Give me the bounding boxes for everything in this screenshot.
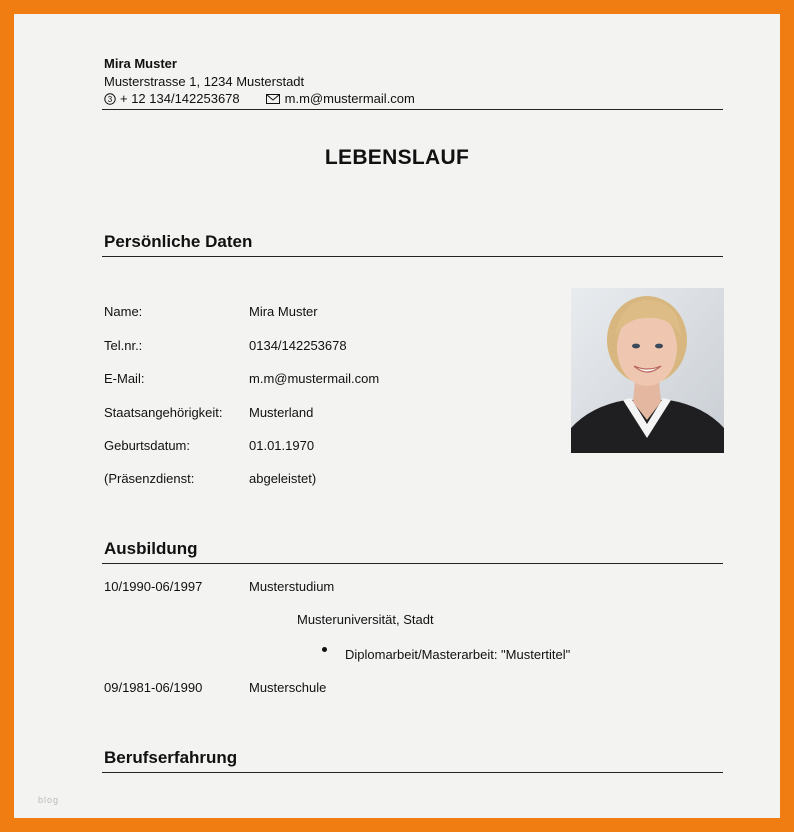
header-name: Mira Muster bbox=[104, 56, 177, 71]
header-contact bbox=[104, 91, 415, 106]
education-title: Musterschule bbox=[249, 680, 327, 695]
header-email: m.m@mustermail.com bbox=[284, 91, 415, 106]
header-phone: + 12 134/142253678 bbox=[120, 91, 240, 106]
education-institution: Musteruniversität, Stadt bbox=[297, 612, 434, 627]
label-phone: Tel.nr.: bbox=[104, 338, 143, 353]
value-name: Mira Muster bbox=[249, 304, 318, 319]
value-birthdate: 01.01.1970 bbox=[249, 438, 315, 453]
cv-page bbox=[14, 14, 780, 818]
education-period: 09/1981-06/1990 bbox=[104, 680, 203, 695]
section-heading-education: Ausbildung bbox=[104, 539, 198, 558]
document-title: LEBENSLAUF bbox=[324, 146, 470, 169]
value-email: m.m@mustermail.com bbox=[249, 371, 380, 386]
value-phone: 0134/142253678 bbox=[249, 338, 347, 353]
section-heading-experience: Berufserfahrung bbox=[104, 748, 238, 767]
section-heading-personal: Persönliche Daten bbox=[104, 232, 253, 251]
section-divider bbox=[102, 256, 723, 257]
section-divider bbox=[102, 772, 723, 773]
bullet-icon bbox=[322, 647, 327, 652]
label-birthdate: Geburtsdatum: bbox=[104, 438, 190, 453]
watermark: blog bbox=[38, 795, 60, 805]
portrait-photo bbox=[571, 288, 724, 453]
label-name: Name: bbox=[104, 304, 143, 319]
education-thesis: Diplomarbeit/Masterarbeit: "Mustertitel" bbox=[345, 647, 571, 662]
value-service: abgeleistet) bbox=[249, 471, 317, 486]
header-divider bbox=[102, 109, 723, 110]
section-divider bbox=[102, 563, 723, 564]
envelope-icon bbox=[266, 94, 280, 104]
label-email: E-Mail: bbox=[104, 371, 145, 386]
header-address: Musterstrasse 1, 1234 Musterstadt bbox=[104, 74, 305, 89]
label-nationality: Staatsangehörigkeit: bbox=[104, 405, 223, 420]
phone-circle-icon bbox=[104, 93, 116, 105]
value-nationality: Musterland bbox=[249, 405, 314, 420]
education-title: Musterstudium bbox=[249, 579, 335, 594]
svg-text:3: 3 bbox=[107, 94, 113, 104]
label-service: (Präsenzdienst: bbox=[104, 471, 195, 486]
education-period: 10/1990-06/1997 bbox=[104, 579, 203, 594]
